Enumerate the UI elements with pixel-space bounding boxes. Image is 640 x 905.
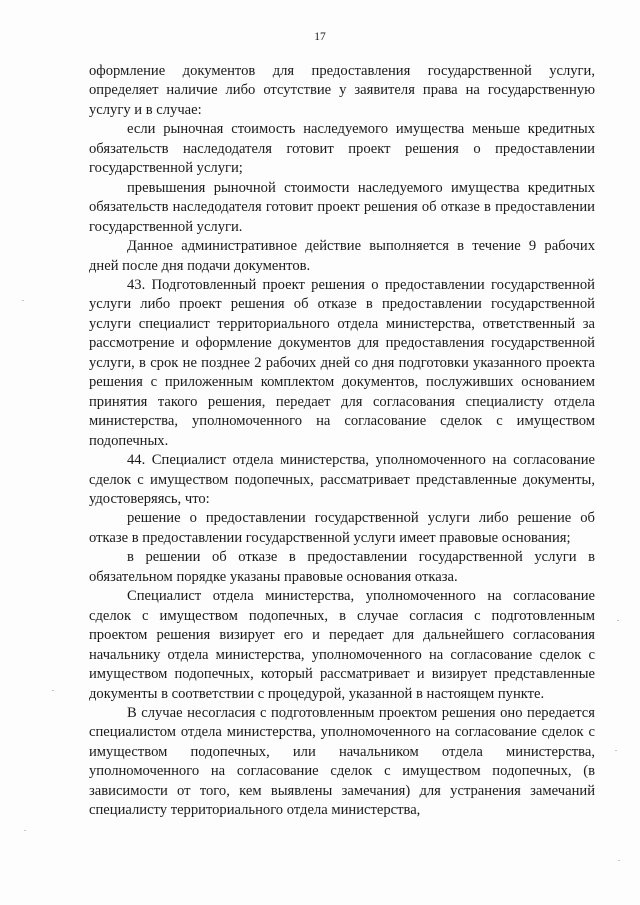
paragraph-action-duration: Данное административное действие выполняется в течение 9 рабочих дней после дня подачи документов.: [89, 238, 595, 274]
page-number: 17: [314, 31, 326, 43]
paragraph-continuation: оформление документов для предоставления государственной услуги, определяет наличие либо отсутствие у заявителя права на государственную услугу и в случае:: [89, 63, 595, 118]
paragraph-item-44: 44. Специалист отдела министерства, уполномоченного на согласование сделок с имуществом подопечных, рассматривает представленные документы, удостоверяясь, что:: [89, 452, 595, 507]
paragraph-disagreement: В случае несогласия с подготовленным проектом решения оно передается специалистом отдела министерства, уполномоченного на согласование сделок с имуществом подопечных, или начальником отдела министерства, уполномоченного на согласование сделок с имуществом подопечных, (в зависимости от того, кем выявлены замечания) для устранения замечаний специалисту территориального отдела министерства,: [89, 704, 595, 819]
paragraph-legal-grounds: решение о предоставлении государственной услуги либо решение об отказе в предоставлении государственной услуги имеет правовые основания;: [89, 510, 595, 546]
paragraph-refusal-grounds: в решении об отказе в предоставлении государственной услуги в обязательном порядке указаны правовые основания отказа.: [89, 549, 595, 585]
paragraph-specialist-approval: Специалист отдела министерства, уполномоченного на согласование сделок с имуществом подопечных, в случае согласия с подготовленным проектом решения визирует его и передает для дальнейшего согласования начальнику отдела министерства, уполномоченного на согласование сделок с имуществом подопечных, который рассматривает и визирует представленные документы в соответствии с процедурой, указанной в настоящем пункте.: [89, 588, 595, 702]
paragraph-market-value-exceeds: превышения рыночной стоимости наследуемого имущества кредитных обязательств наследодателя готовит проект решения об отказе в предоставлении государственной услуги.: [89, 179, 595, 235]
paragraph-market-value-less: если рыночная стоимость наследуемого имущества меньше кредитных обязательств наследодателя готовит проект решения о предоставлении государственной услуги;: [89, 121, 595, 177]
document-body: [89, 62, 595, 821]
paragraph-item-43: 43. Подготовленный проект решения о предоставлении государственной услуги либо проект решения об отказе в предоставлении государственной услуги специалист территориального отдела министерства, ответственный за рассмотрение и оформление документов для предоставления государственной услуги, в срок не позднее 2 рабочих дней со дня подготовки указанного проекта решения с приложенным комплектом документов, послуживших основанием принятия такого решения, передает для согласования специалисту отдела министерства, уполномоченного на согласование сделок с имуществом подопечных.: [89, 276, 595, 449]
